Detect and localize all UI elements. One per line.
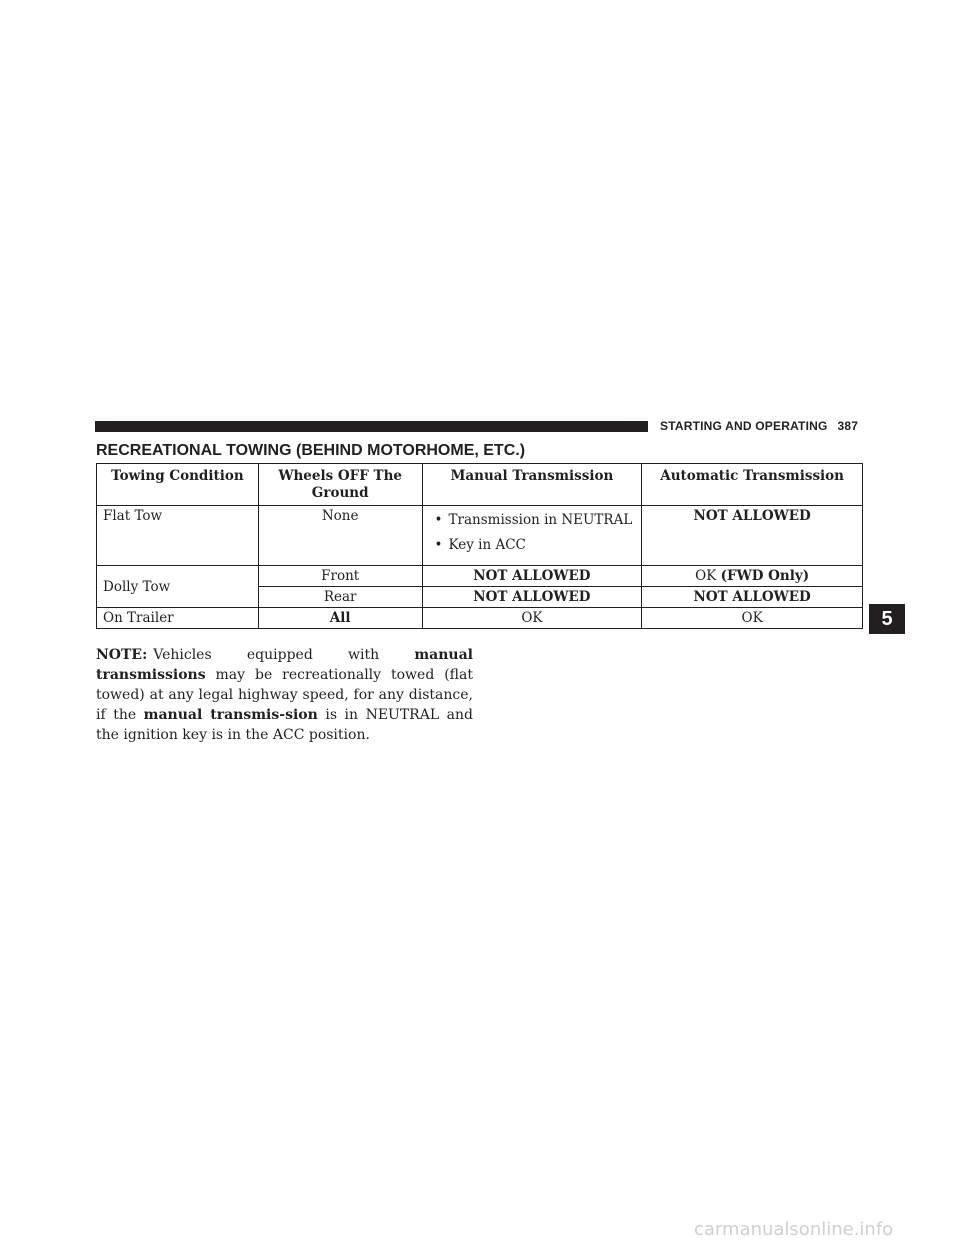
- table-row-on-trailer: [97, 608, 863, 629]
- header-automatic-transmission: Automatic Transmission: [642, 464, 863, 506]
- note-text: Vehicles equipped with: [153, 647, 415, 663]
- cell-on-trailer-manual: OK: [422, 608, 642, 629]
- watermark: carmanualsonline.info: [694, 1219, 894, 1240]
- cell-dolly-front-wheels: Front: [258, 566, 422, 587]
- towing-table: [96, 463, 863, 629]
- note-emphasis: manual transmis-sion: [143, 707, 318, 723]
- header-towing-condition: Towing Condition: [97, 464, 259, 506]
- running-head: [660, 419, 858, 433]
- cell-flat-tow-automatic: NOT ALLOWED: [642, 506, 863, 566]
- cell-dolly-front-automatic: [642, 566, 863, 587]
- section-title: RECREATIONAL TOWING (BEHIND MOTORHOME, ETC.): [96, 442, 526, 459]
- ok-text: OK: [695, 568, 717, 584]
- running-head-section: STARTING AND OPERATING: [660, 419, 828, 433]
- fwd-only-text: (FWD Only): [720, 568, 810, 584]
- cell-dolly-rear-wheels: Rear: [258, 587, 422, 608]
- cell-dolly-rear-manual: NOT ALLOWED: [422, 587, 642, 608]
- note-text: may be recreationally towed (flat towed) at any legal highway speed, for any distance, if the: [96, 667, 473, 723]
- cell-dolly-rear-automatic: NOT ALLOWED: [642, 587, 863, 608]
- chapter-tab: 5: [869, 604, 905, 634]
- list-item: [429, 537, 636, 554]
- cell-dolly-tow-condition: Dolly Tow: [97, 566, 259, 608]
- table-row-dolly-front: [97, 566, 863, 587]
- note-text: is in NEUTRAL and the ignition key is in the ACC position.: [96, 707, 473, 743]
- cell-flat-tow-wheels: None: [258, 506, 422, 566]
- list-item-text: Transmission in NEUTRAL: [448, 512, 633, 528]
- header-manual-transmission: Manual Transmission: [422, 464, 642, 506]
- page-number: 387: [837, 419, 859, 433]
- list-item: [429, 512, 636, 529]
- header-rule-bar: [95, 421, 648, 432]
- note-label: NOTE:: [96, 647, 148, 663]
- table-row-flat-tow: [97, 506, 863, 566]
- cell-on-trailer-wheels: All: [258, 608, 422, 629]
- cell-on-trailer-condition: On Trailer: [97, 608, 259, 629]
- cell-dolly-front-manual: NOT ALLOWED: [422, 566, 642, 587]
- cell-flat-tow-condition: Flat Tow: [97, 506, 259, 566]
- note-paragraph: [96, 645, 473, 745]
- note-emphasis: manual transmissions: [96, 647, 473, 683]
- cell-on-trailer-automatic: OK: [642, 608, 863, 629]
- bullet-icon: •: [434, 512, 443, 528]
- cell-flat-tow-manual: [422, 506, 642, 566]
- list-item-text: Key in ACC: [448, 537, 526, 553]
- bullet-icon: •: [434, 537, 443, 553]
- table-header-row: [97, 464, 863, 506]
- header-wheels-off-ground: Wheels OFF The Ground: [258, 464, 422, 506]
- manual-requirements-list: [429, 512, 636, 554]
